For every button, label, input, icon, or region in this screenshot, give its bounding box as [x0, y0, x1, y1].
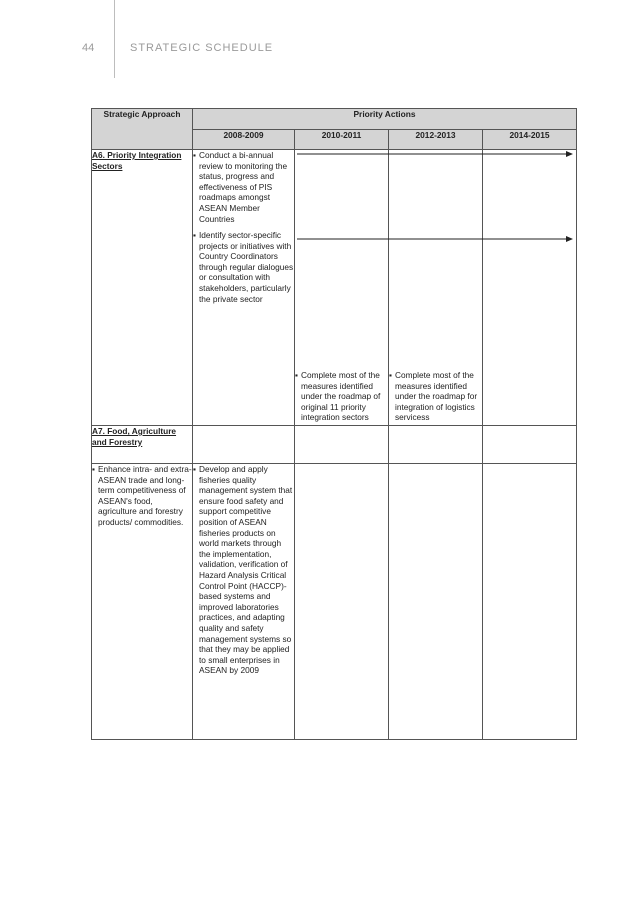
bullet-icon: ▪ [193, 464, 196, 474]
a7-action-1 [193, 464, 294, 676]
a7-approach-item-cell [92, 464, 193, 740]
a6-2012-2013-cell [389, 150, 483, 426]
a6-2014-2015-cell [483, 150, 577, 426]
bullet-icon: ▪ [389, 370, 392, 381]
a6-action-1 [193, 150, 294, 224]
bullet-icon: ▪ [295, 370, 298, 381]
a6-action-4-text: Complete most of the measures identified under the roadmap for integration of logistics servicess [395, 370, 478, 423]
header-year-2008-2009: 2008-2009 [193, 129, 295, 150]
a7-2008-2009-cell [193, 464, 295, 740]
header-priority-actions: Priority Actions [193, 109, 577, 130]
a7-action-1-text: Develop and apply fisheries quality management system that ensure food safety and support competitive position of ASEAN fisheries products on world markets through the implementation, validation, verification of Hazard Analysis Critical Control Point (HACCP)-based systems and improved laboratories practices, and adapting quality and safety management systems so that they may be applied to small enterprises in ASEAN by 2009 [199, 464, 293, 676]
a6-action-3 [295, 370, 388, 423]
a7-content-empty-1 [295, 464, 389, 740]
page-number: 44 [82, 42, 95, 54]
a7-empty-cell-2 [295, 426, 389, 464]
a6-heading: A6. Priority Integration Sectors [92, 150, 182, 171]
a6-action-1-text: Conduct a bi-annual review to monitoring the status, progress and effectiveness of PIS roadmaps amongst ASEAN Member Countries [199, 150, 288, 224]
a6-2010-2011-cell [295, 150, 389, 426]
a7-content-empty-3 [483, 464, 577, 740]
a7-approach-cell [92, 426, 193, 464]
a6-approach-cell [92, 150, 193, 426]
a7-heading: A7. Food, Agriculture and Forestry [92, 426, 177, 447]
a6-action-3-text: Complete most of the measures identified under the roadmap of original 11 priority integration sectors [301, 370, 381, 423]
strategic-schedule-table [91, 108, 577, 740]
a7-empty-cell-3 [389, 426, 483, 464]
a7-approach-item [92, 464, 192, 528]
a6-action-4 [389, 370, 482, 423]
header-year-2012-2013: 2012-2013 [389, 129, 483, 150]
a7-approach-text: Enhance intra- and extra-ASEAN trade and long-term competitiveness of ASEAN's food, agriculture and forestry products/ commodities. [98, 464, 192, 527]
a6-action-2 [193, 230, 294, 304]
a6-action-2-text: Identify sector-specific projects or initiatives with Country Coordinators through regular dialogues or consultation with stakeholders, particularly the private sector [199, 230, 294, 304]
bullet-icon: ▪ [193, 150, 196, 160]
header-year-2010-2011: 2010-2011 [295, 129, 389, 150]
header-year-2014-2015: 2014-2015 [483, 129, 577, 150]
header-strategic-approach: Strategic Approach [92, 109, 193, 150]
a7-empty-cell-4 [483, 426, 577, 464]
a7-content-empty-2 [389, 464, 483, 740]
a7-empty-cell-1 [193, 426, 295, 464]
header-divider [114, 0, 115, 78]
bullet-icon: ▪ [92, 464, 95, 474]
section-title: STRATEGIC SCHEDULE [130, 42, 274, 54]
a6-2008-2009-cell [193, 150, 295, 426]
bullet-icon: ▪ [193, 230, 196, 240]
